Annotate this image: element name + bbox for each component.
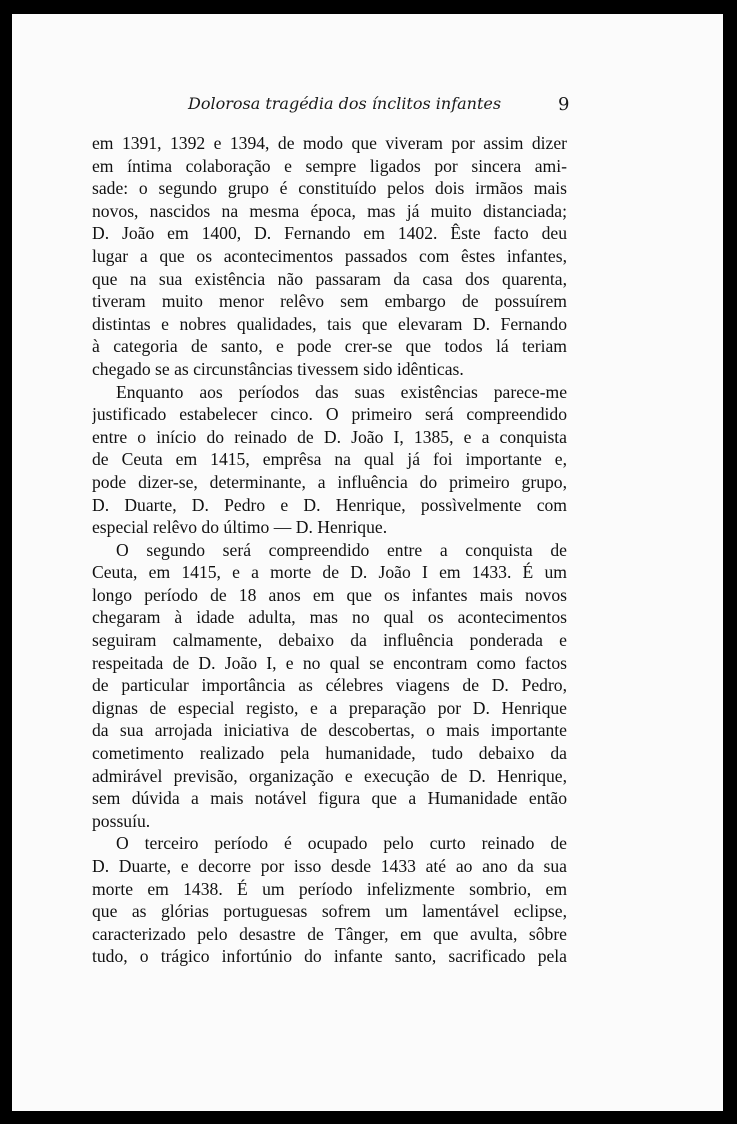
text-line: novos, nascidos na mesma época, mas já muito distanciada; bbox=[92, 200, 567, 221]
text-line: O segundo será compreendido entre a conquista de bbox=[116, 539, 567, 560]
text-line: respeitada de D. João I, e no qual se encontram como factos bbox=[92, 652, 567, 673]
text-line: tudo, o trágico infortúnio do infante santo, sacrificado pela bbox=[92, 946, 567, 967]
text-line: em íntima colaboração e sempre ligados por sincera ami- bbox=[92, 155, 567, 176]
page-header bbox=[12, 94, 723, 118]
text-line: D. João em 1400, D. Fernando em 1402. Êste facto deu bbox=[92, 223, 567, 244]
text-line: lugar a que os acontecimentos passados com êstes infantes, bbox=[92, 245, 567, 266]
text-line: caracterizado pelo desastre de Tânger, em que avulta, sôbre bbox=[92, 923, 567, 944]
running-title: Dolorosa tragédia dos ínclitos infantes bbox=[188, 94, 502, 113]
text-line: seguiram calmamente, debaixo da influência ponderada e bbox=[92, 630, 567, 651]
text-line: Ceuta, em 1415, e a morte de D. João I em 1433. É um bbox=[92, 562, 567, 583]
text-line: justificado estabelecer cinco. O primeiro será compreendido bbox=[92, 404, 567, 425]
text-line: sade: o segundo grupo é constituído pelos dois irmãos mais bbox=[92, 178, 567, 199]
text-line: de particular importância as célebres viagens de D. Pedro, bbox=[92, 675, 567, 696]
body-text bbox=[92, 132, 567, 968]
text-line: à categoria de santo, e pode crer-se que todos lá teriam bbox=[92, 336, 567, 357]
text-line: D. Duarte, D. Pedro e D. Henrique, possìvelmente com bbox=[92, 494, 567, 515]
text-line: que na sua existência não passaram da casa dos quarenta, bbox=[92, 268, 567, 289]
text-line: D. Duarte, e decorre por isso desde 1433 até ao ano da sua bbox=[92, 856, 567, 876]
text-line: cometimento realizado pela humanidade, tudo debaixo da bbox=[92, 743, 567, 764]
text-line: de Ceuta em 1415, emprêsa na qual já foi importante e, bbox=[92, 449, 567, 470]
text-line: distintas e nobres qualidades, tais que elevaram D. Fernando bbox=[92, 313, 567, 334]
text-line: chegaram à idade adulta, mas no qual os acontecimentos bbox=[92, 607, 567, 628]
text-line: chegado se as circunstâncias tivessem sido idênticas. bbox=[92, 358, 464, 379]
text-line: admirável previsão, organização e execução de D. Henrique, bbox=[92, 765, 567, 786]
page-number: 9 bbox=[558, 94, 570, 115]
text-line: Enquanto aos períodos das suas existências parece-me bbox=[116, 381, 567, 402]
text-line: da sua arrojada iniciativa de descobertas, o mais importante bbox=[92, 720, 567, 741]
text-line: especial relêvo do último — D. Henrique. bbox=[92, 517, 388, 538]
text-line: entre o início do reinado de D. João I, 1385, e a conquista bbox=[92, 426, 567, 447]
text-line: em 1391, 1392 e 1394, de modo que viveram por assim dizer bbox=[92, 133, 567, 153]
text-line: morte em 1438. É um período infelizmente sombrio, em bbox=[92, 878, 567, 899]
text-line: pode dizer-se, determinante, a influência do primeiro grupo, bbox=[92, 471, 567, 492]
book-page bbox=[12, 14, 723, 1111]
text-line: que as glórias portuguesas sofrem um lamentável eclipse, bbox=[92, 901, 567, 922]
text-line: longo período de 18 anos em que os infantes mais novos bbox=[92, 584, 567, 605]
text-line: possuíu. bbox=[92, 810, 151, 831]
text-line: tiveram muito menor relêvo sem embargo de possuírem bbox=[92, 291, 567, 312]
text-line: sem dúvida a mais notável figura que a Humanidade então bbox=[92, 788, 567, 809]
text-line: dignas de especial registo, e a preparação por D. Henrique bbox=[92, 697, 567, 718]
text-line: O terceiro período é ocupado pelo curto reinado de bbox=[116, 833, 567, 854]
